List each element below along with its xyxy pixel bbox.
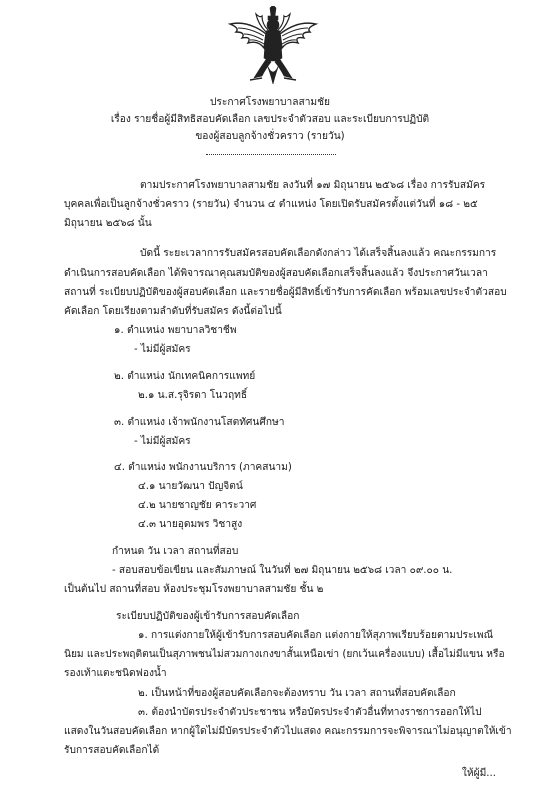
rule-3-line-1: ๓. ต้องนำบัตรประจำตัวประชาชน หรือบัตรประจำตัวอื่นที่ทางราชการออกให้ไป (138, 707, 482, 718)
rule-1-line-2: นิยม และประพฤติตนเป็นสุภาพชนไม่สวมกางเกงขาสั้นเหนือเข่า (ยกเว้นเครื่องแบบ) เสื้อไม่มีแขน หรือ (64, 649, 505, 660)
announcement-subject: เรื่อง รายชื่อผู้มีสิทธิสอบคัดเลือก เลขประจำตัวสอบ และระเบียบการปฏิบัติ (110, 114, 430, 125)
position-4-title: ๔. ตำแหน่ง พนักงานบริการ (ภาคสนาม) (114, 462, 292, 473)
body-line-4: คัดเลือก โดยเรียงตามลำดับที่รับสมัคร ดังนี้ต่อไปนี้ (64, 306, 282, 317)
intro-line-1: ตามประกาศโรงพยาบาลสามชัย ลงวันที่ ๑๗ มิถุนายน ๒๕๖๘ เรื่อง การรับสมัคร (140, 180, 486, 191)
intro-line-3: มิถุนายน ๒๕๖๘ นั้น (64, 218, 152, 229)
rule-1-line-1: ๑. การแต่งกายให้ผู้เข้ารับการสอบคัดเลือก แต่งกายให้สุภาพเรียบร้อยตามประเพณี (138, 630, 494, 641)
intro-line-2: บุคคลเพื่อเป็นลูกจ้างชั่วคราว (รายวัน) จำนวน ๔ ตำแหน่ง โดยเปิดรับสมัครตั้งแต่วันที่ ๑๘ - ๒๕ (64, 199, 478, 210)
position-2-item: ๒.๑ น.ส.รุจิรดา โนวฤทธิ์ (138, 390, 248, 401)
position-1-item: - ไม่มีผู้สมัคร (134, 344, 191, 355)
position-4-item-1: ๔.๑ นายวัฒนา ปัญจิตน์ (138, 481, 243, 492)
garuda-emblem (226, 6, 320, 86)
rule-1-line-3: รองเท้าแตะชนิดฟองน้ำ (64, 668, 167, 679)
body-line-3: สถานที่ ระเบียบปฏิบัติของผู้สอบคัดเลือก และรายชื่อผู้มีสิทธิ์เข้ารับการคัดเลือก พร้อมเลขประจำตัวสอบ (64, 287, 507, 298)
body-line-1: บัดนี้ ระยะเวลาการรับสมัครสอบคัดเลือกดังกล่าว ได้เสร็จสิ้นลงแล้ว คณะกรรมการ (140, 248, 497, 259)
body-line-2: ดำเนินการสอบคัดเลือก ได้พิจารณาคุณสมบัติของผู้สอบคัดเลือกเสร็จสิ้นลงแล้ว จึงประกาศวันเวลา (64, 268, 488, 279)
position-4-item-3: ๔.๓ นายอุดมพร วิชาสูง (138, 519, 243, 530)
announcement-subject-line2: ของผู้สอบลูกจ้างชั่วคราว (รายวัน) (195, 131, 345, 142)
announcement-title: ประกาศโรงพยาบาลสามชัย (209, 97, 331, 108)
position-4-item-2: ๔.๒ นายชาญชัย คาระวาศ (138, 500, 257, 511)
position-3-title: ๓. ตำแหน่ง เจ้าพนักงานโสตทัศนศึกษา (114, 417, 285, 428)
rule-2: ๒. เป็นหน้าที่ของผู้สอบคัดเลือกจะต้องทราบ วัน เวลา สถานที่สอบคัดเลือก (138, 688, 456, 699)
position-2-title: ๒. ตำแหน่ง นักเทคนิคการแพทย์ (114, 371, 256, 382)
position-1-title: ๑. ตำแหน่ง พยาบาลวิชาชีพ (114, 325, 237, 336)
continued-marker: ให้ผู้มี... (461, 768, 496, 779)
rule-3-line-3: รับการสอบคัดเลือกได้ (64, 745, 160, 756)
schedule-line-2: เป็นต้นไป สถานที่สอบ ห้องประชุมโรงพยาบาลสามชัย ชั้น ๒ (64, 584, 324, 595)
separator-dotted-line (206, 154, 336, 155)
rule-3-line-2: แสดงในวันสอบคัดเลือก หากผู้ใดไม่มีบัตรประจำตัวไปแสดง คณะกรรมการจะพิจารณาไม่อนุญาตให้เข้า (64, 726, 512, 737)
schedule-line-1: - สอบสอบข้อเขียน และสัมภาษณ์ ในวันที่ ๒๗ มิถุนายน ๒๕๖๘ เวลา ๐๙.๐๐ น. (112, 565, 453, 576)
schedule-heading: กำหนด วัน เวลา สถานที่สอบ (112, 546, 239, 557)
position-3-item: - ไม่มีผู้สมัคร (134, 436, 191, 447)
rules-heading: ระเบียบปฏิบัติของผู้เข้ารับการสอบคัดเลือก (116, 611, 300, 622)
